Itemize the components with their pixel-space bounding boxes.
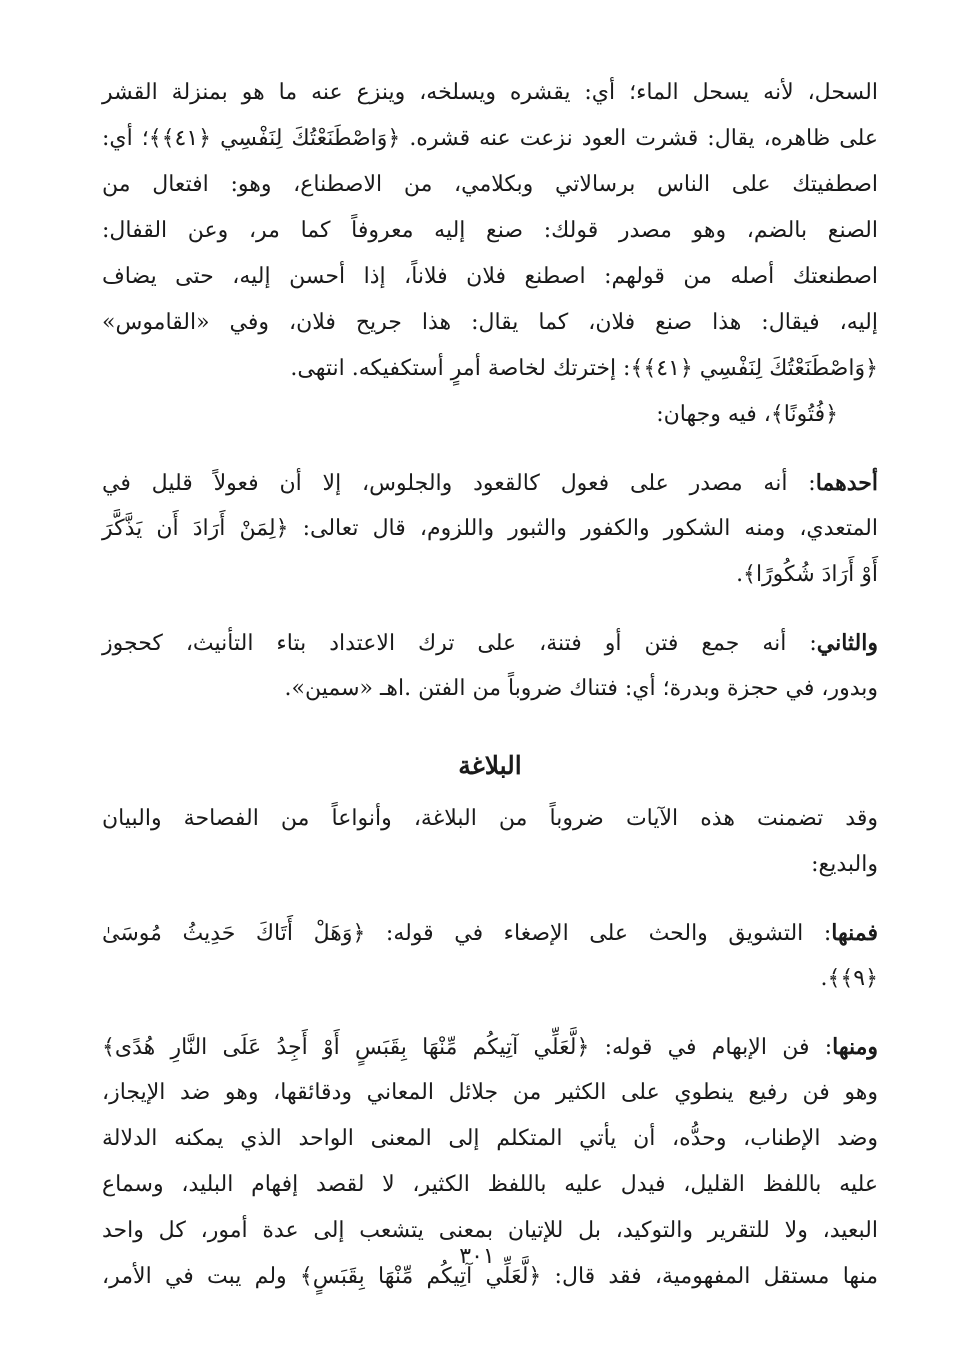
- paragraph-futuna: [102, 392, 878, 438]
- paragraph-gap: [102, 888, 878, 910]
- paragraph-lead: أحدهما: [815, 470, 878, 496]
- text-line: وقد تضمنت هذه الآيات ضروباً من البلاغة، وأنواعاً من الفصاحة والبيان: [102, 806, 878, 831]
- section-heading: البلاغة: [458, 751, 522, 780]
- text-line: وهو فن رفيع ينطوي على الكثير من جلائل المعاني ودقائقها، وهو ضد الإيجاز،: [102, 1080, 878, 1105]
- text-line: السحل، لأنه يسحل الماء؛ أي: يقشره ويسلخه، وينزع عنه ما هو بمنزلة القشر: [102, 80, 878, 105]
- text-run: : فن الإبهام في قوله: ﴿لَّعَلِّي آتِيكُم مِّنْهَا بِقَبَسٍ أَوْ أَجِدُ عَلَى النَّارِ هُدًى﴾: [102, 1035, 833, 1060]
- text-run: : التشويق والحث على الإصغاء في قوله: ﴿وَهَلْ أَتَاكَ حَدِيثُ مُوسَىٰ: [102, 921, 832, 946]
- text-line: اصطنعتك أصله من قولهم: اصطنع فلان فلاناً، إذا أحسن إليه، حتى يضاف: [102, 264, 878, 289]
- page-body: [102, 70, 878, 1300]
- paragraph-lead: والثاني: [816, 630, 878, 656]
- text-line: الصنع بالضم، وهو مصدر قولك: صنع إليه معروفاً كما مر، وعن القفال:: [102, 218, 878, 243]
- text-line: ﴿وَاصْطَنَعْتُكَ لِنَفْسِي ﴿٤١﴾﴾: إخترتك لخاصة أمرٍ أستكفيكه. انتهى.: [290, 356, 878, 381]
- paragraph-lead: ومنها: [832, 1034, 878, 1060]
- text-line: [102, 910, 878, 956]
- text-line: المتعدي، ومنه الشكور والكفور والثبور واللزوم، قال تعالى: ﴿لِمَنْ أَرَادَ أَن يَذَّكَّرَ: [102, 516, 878, 541]
- paragraph-gap: [102, 438, 878, 460]
- text-line: إليه، فيقال: هذا صنع فلان، كما يقال: هذا جريح فلان، وفي «القاموس»: [102, 310, 878, 335]
- paragraph-gap: [102, 1002, 878, 1024]
- text-line: ﴿فُتُونًا﴾، فيه وجهان:: [656, 402, 838, 427]
- text-line: ﴿٩﴾﴾.: [820, 966, 878, 991]
- text-line: اصطفيتك على الناس برسالاتي وبكلامي، من الاصطناع، وهو: افتعال من: [102, 172, 878, 197]
- paragraph-gap: [102, 598, 878, 620]
- text-line: على ظاهره، يقال: قشرت العود نزعت عنه قشره. ﴿وَاصْطَنَعْتُكَ لِنَفْسِي ﴿٤١﴾﴾؛ أي:: [102, 126, 878, 151]
- paragraph-first-aspect: [102, 460, 878, 598]
- text-line: وضد الإطناب، وحدُّه، أن يأتي المتكلم إلى المعنى الواحد الذي يمكنه الدلالة: [102, 1126, 878, 1151]
- paragraph-rhetoric-suspense: [102, 910, 878, 1002]
- text-line: منها مستقل المفهومية، فقد قال: ﴿لَّعَلِّي آتِيكُم مِّنْهَا بِقَبَسٍ﴾ ولم يبت في الأمر،: [102, 1264, 878, 1289]
- paragraph-second-aspect: [102, 620, 878, 712]
- paragraph-gap: [102, 712, 878, 734]
- text-line: [102, 460, 878, 506]
- paragraph-sahl: [102, 70, 878, 392]
- text-line: [102, 620, 878, 666]
- text-line: عليه باللفظ القليل، فيدل عليه باللفظ الكثير، لا لقصد إفهام البليد، وسماع: [102, 1172, 878, 1197]
- paragraph-rhetoric-intro: [102, 796, 878, 888]
- text-line: أَوْ أَرَادَ شُكُورًا﴾.: [736, 562, 878, 587]
- page-number: ٣٠١: [459, 1244, 495, 1269]
- paragraph-lead: فمنها: [831, 920, 878, 946]
- text-line: البعيد، ولا للتقرير والتوكيد، بل للإتيان بمعنى يتشعب إلى عدة أمور، كل واحد: [102, 1218, 878, 1243]
- text-run: : أنه جمع فتن أو فتنة، على ترك الاعتداد بتاء التأنيث، كحجوز: [102, 631, 817, 656]
- text-line: والبديع:: [811, 852, 878, 877]
- text-line: وبدور، في حجزة وبدرة؛ أي: فتناك ضروباً من الفتن .اهـ «سمين».: [284, 676, 878, 701]
- text-line: [102, 1024, 878, 1070]
- text-run: : أنه مصدر على فعول كالقعود والجلوس، إلا أن فعولاً قليل في: [102, 471, 816, 496]
